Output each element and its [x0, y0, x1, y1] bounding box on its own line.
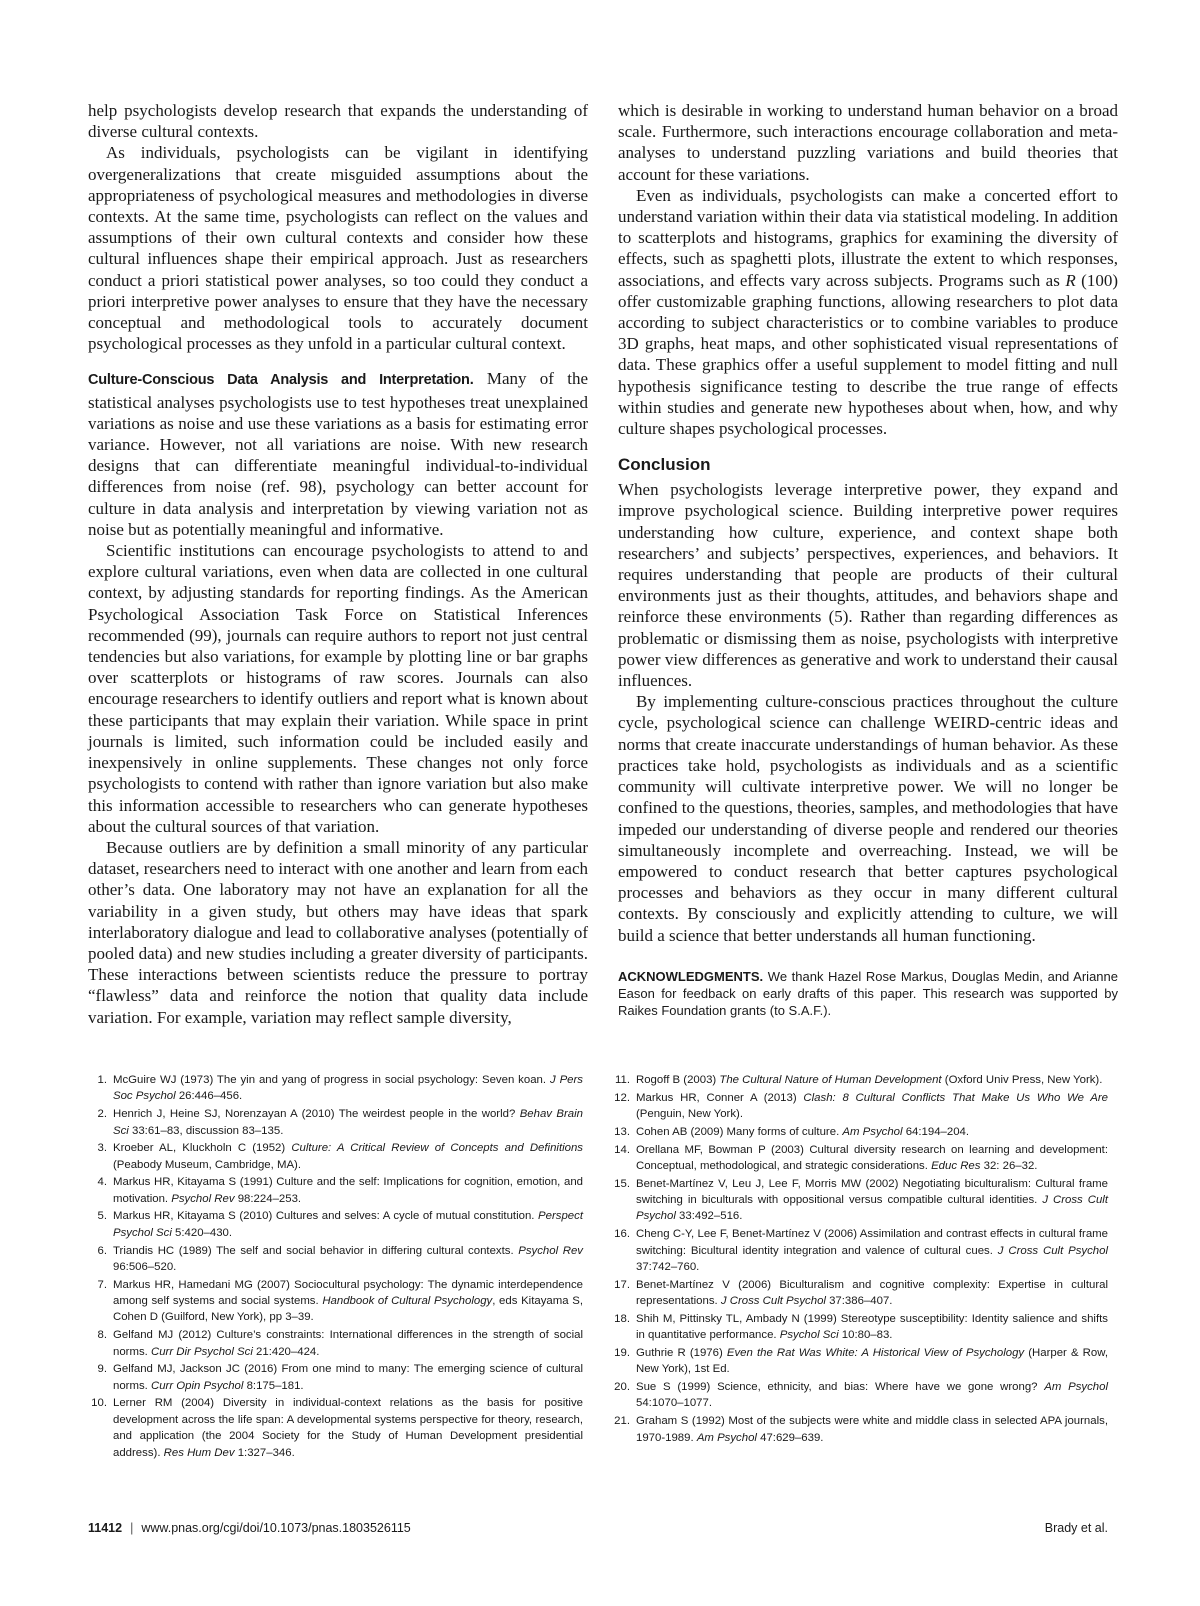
reference-source: Psychol Sci — [779, 1329, 839, 1342]
reference-source: Psychol Rev — [518, 1244, 583, 1257]
reference-source: J Cross Cult Psychol — [720, 1295, 826, 1308]
reference-text: McGuire WJ (1973) The yin and yang of progress in social psychology: Seven koan. — [113, 1074, 550, 1086]
page-footer — [88, 1521, 1108, 1535]
reference-source: Psychol Rev — [171, 1192, 235, 1205]
reference-item — [88, 1208, 583, 1241]
reference-number: 14. — [614, 1143, 630, 1156]
reference-number: 13. — [614, 1125, 630, 1138]
references-left — [88, 1072, 583, 1462]
reference-source: Curr Dir Psychol Sci — [150, 1345, 253, 1358]
reference-text: Cohen AB (2009) Many forms of culture. — [636, 1125, 843, 1138]
reference-source: Perspect Psychol Sci — [113, 1210, 583, 1239]
paragraph-text: Many of the statistical analyses psychologists use to test hypotheses treat unexplained variations as noise and use these variations as a basis for estimating error variance. However, not all variations are noise. With new research designs that can differentiate meaningful individual-to-individual differences from noise (ref. 98), psychology can better account for culture in data analysis and interpretation by viewing variation not as noise but as potentially meaningful and informative. — [88, 369, 589, 539]
reference-number: 7. — [97, 1278, 107, 1291]
reference-source: J Pers Soc Psychol — [113, 1074, 583, 1103]
reference-details: 33:61–83, discussion 83–135. — [128, 1124, 284, 1137]
paragraph: help psychologists develop research that expands the understanding of diverse cultural contexts. — [88, 101, 588, 142]
reference-item — [88, 1277, 583, 1326]
reference-text: Gelfand MJ (2012) Culture’s constraints: International differences in the strength of social norms. — [113, 1329, 583, 1358]
reference-number: 18. — [614, 1312, 630, 1325]
reference-source: Educ Res — [931, 1159, 981, 1172]
reference-details: 8:175–181. — [243, 1379, 304, 1392]
reference-number: 11. — [615, 1074, 630, 1086]
reference-details: , eds Kitayama S, Cohen D (Guilford, New York), pp 3–39. — [113, 1295, 583, 1324]
reference-details: 32: 26–32. — [980, 1159, 1038, 1172]
reference-details: 64:194–204. — [902, 1125, 970, 1138]
reference-number: 12. — [614, 1091, 630, 1104]
reference-details: 96:506–520. — [113, 1260, 177, 1273]
reference-item — [611, 1072, 1108, 1088]
reference-text: Henrich J, Heine SJ, Norenzayan A (2010) The weirdest people in the world? — [113, 1108, 520, 1121]
reference-number: 6. — [97, 1244, 107, 1257]
reference-details: (Peabody Museum, Cambridge, MA). — [113, 1158, 302, 1171]
reference-number: 9. — [97, 1363, 107, 1376]
reference-item — [611, 1142, 1108, 1175]
reference-text: Lerner RM (2004) Diversity in individual-context relations as the basis for positive development across the life span: A developmental systems perspective for theory, research, and application (the 2004 Society for the Study of Human Development presidential address). — [113, 1397, 583, 1459]
paragraph-data-analysis — [88, 368, 588, 540]
reference-number: 10. — [91, 1397, 107, 1410]
reference-number: 5. — [97, 1210, 107, 1223]
reference-source: The Cultural Nature of Human Development — [719, 1074, 942, 1086]
reference-details: 1:327–346. — [234, 1446, 295, 1459]
reference-text: Markus HR, Hamedani MG (2007) Sociocultural psychology: The dynamic interdependence among self systems and social systems. — [113, 1278, 583, 1308]
reference-number: 21. — [614, 1415, 630, 1428]
reference-item — [611, 1277, 1108, 1310]
paragraph: which is desirable in working to understand human behavior on a broad scale. Furthermore, such interactions encourage collaboration and meta-analyses to understand puzzling variations and build theories that account for these variations. — [618, 101, 1118, 184]
reference-text: Graham S (1992) Most of the subjects were white and middle class in selected APA journals, 1970-1989. — [636, 1415, 1108, 1444]
reference-item — [611, 1379, 1108, 1412]
reference-source: Handbook of Cultural Psychology — [322, 1295, 493, 1308]
section-heading-conclusion: Conclusion — [618, 455, 711, 475]
reference-number: 16. — [614, 1228, 630, 1241]
reference-details: 37:742–760. — [636, 1260, 700, 1273]
reference-details: 21:420–424. — [252, 1345, 320, 1358]
reference-source: Am Psychol — [1044, 1380, 1108, 1393]
reference-details: 37:386–407. — [825, 1295, 893, 1308]
reference-text: Markus HR, Kitayama S (2010) Cultures and selves: A cycle of mutual constitution. — [113, 1210, 539, 1223]
reference-details: (Oxford Univ Press, New York). — [941, 1074, 1103, 1086]
right-text-column — [618, 100, 1118, 1019]
paragraph: Scientific institutions can encourage psychologists to attend to and explore cultural variations, even when data are collected in one cultural context, by adjusting standards for reporting findings. As the American Psychological Association Task Force on Statistical Inferences recommended (99), journals can require authors to report not just central tendencies but also variations, for example by plotting line or bar graphs over scatterplots or histograms of raw scores. Journals can also encourage researchers to identify outliers and report what is known about these participants that may explain their variation. While space in print journals is limited, such information could be included easily and inexpensively in online supplements. These changes not only force psychologists to contend with rather than ignore variation but also make this information accessible to researchers who can generate hypotheses about the cultural sources of that variation. — [88, 541, 588, 836]
reference-number: 20. — [614, 1380, 630, 1393]
reference-item — [88, 1327, 583, 1360]
reference-source: Res Hum Dev — [163, 1446, 235, 1459]
reference-item — [611, 1311, 1108, 1344]
reference-source: J Cross Cult Psychol — [997, 1244, 1108, 1257]
reference-text: Markus HR, Conner A (2013) — [636, 1091, 804, 1104]
reference-number: 19. — [614, 1346, 630, 1359]
reference-text: Orellana MF, Bowman P (2003) Cultural diversity research on learning and development: Conceptual, methodological, and strategic considerations. — [636, 1143, 1108, 1172]
paragraph: By implementing culture-conscious practices throughout the culture cycle, psychological science can challenge WEIRD-centric ideas and norms that create inaccurate understandings of human behavior. As these practices take hold, psychologists as individuals and as a scientific community will cultivate interpretive power. We will no longer be confined to the questions, theories, samples, and methodologies that have impeded our understanding of diverse people and rendered our theories simultaneously incomplete and overreaching. Instead, we will be empowered to conduct research that better captures psychological processes and behaviors as they occur in many different cultural contexts. By consciously and explicitly attending to culture, we will build a science that better understands all human functioning. — [618, 692, 1118, 945]
reference-text: Guthrie R (1976) — [636, 1346, 727, 1359]
reference-item — [88, 1361, 583, 1394]
reference-number: 3. — [97, 1142, 107, 1155]
reference-details: 5:420–430. — [171, 1226, 233, 1239]
reference-details: (Harper & Row, New York), 1st Ed. — [636, 1346, 1108, 1376]
reference-text: Triandis HC (1989) The self and social behavior in differing cultural contexts. — [113, 1244, 519, 1257]
acknowledgments-text: We thank Hazel Rose Markus, Douglas Medin, and Arianne Eason for feedback on early drafts of this paper. This research was supported by Raikes Foundation grants (to S.A.F.). — [618, 968, 1118, 1019]
reference-details: (Penguin, New York). — [636, 1108, 744, 1121]
reference-text: Cheng C-Y, Lee F, Benet-Martínez V (2006) Assimilation and contrast effects in cultural frame switching: Bicultural identity integration and valence of cultural cues. — [636, 1228, 1108, 1257]
reference-text: Rogoff B (2003) — [636, 1074, 720, 1086]
reference-details: 47:629–639. — [756, 1431, 824, 1444]
reference-number: 2. — [97, 1108, 107, 1121]
reference-source: Even the Rat Was White: A Historical View of Psychology — [726, 1346, 1025, 1359]
reference-text: Kroeber AL, Kluckholn C (1952) — [113, 1142, 292, 1155]
reference-item — [88, 1106, 583, 1139]
reference-number: 1. — [97, 1074, 107, 1086]
reference-text: Sue S (1999) Science, ethnicity, and bias: Where have we gone wrong? — [636, 1380, 1045, 1393]
reference-details: 54:1070–1077. — [636, 1397, 713, 1410]
reference-text: Benet-Martínez V (2006) Biculturalism and cognitive complexity: Expertise in cultural representations. — [636, 1278, 1108, 1308]
reference-item — [88, 1072, 583, 1105]
reference-number: 4. — [97, 1176, 107, 1189]
references-right — [611, 1072, 1108, 1447]
software-name: R — [1065, 270, 1076, 290]
reference-source: Curr Opin Psychol — [150, 1379, 244, 1392]
paragraph-text: Even as individuals, psychologists can make a concerted effort to understand variation within their data via statistical modeling. In addition to scatterplots and histograms, graphics for examining the diversity of effects, such as spaghetti plots, illustrate the extent to which responses, associations, and effects vary across subjects. Programs such as — [618, 185, 1118, 290]
reference-item — [88, 1243, 583, 1276]
reference-item — [611, 1124, 1108, 1140]
reference-source: J Cross Cult Psychol — [636, 1194, 1108, 1223]
reference-details: 98:224–253. — [234, 1192, 302, 1205]
reference-item — [611, 1345, 1108, 1378]
left-text-column — [88, 100, 588, 1028]
doi-link[interactable]: www.pnas.org/cgi/doi/10.1073/pnas.1803526115 — [141, 1521, 411, 1535]
reference-item — [88, 1174, 583, 1207]
acknowledgments — [618, 968, 1118, 1020]
reference-source: Culture: A Critical Review of Concepts and Definitions — [291, 1142, 583, 1155]
reference-text: Shih M, Pittinsky TL, Ambady N (1999) Stereotype susceptibility: Identity salience and shifts in quantitative performance. — [636, 1312, 1108, 1342]
reference-number: 15. — [614, 1177, 630, 1190]
reference-details: 10:80–83. — [838, 1329, 893, 1342]
page-number: 11412 — [88, 1521, 123, 1535]
reference-source: Clash: 8 Cultural Conflicts That Make Us Who We Are — [803, 1091, 1108, 1104]
reference-item — [88, 1395, 583, 1461]
paragraph: When psychologists leverage interpretive power, they expand and improve psychological science. Building interpretive power requires understanding how culture, experience, and context shape both researchers’ and subjects’ perspectives, experiences, and behaviors. It requires understanding that people are products of their cultural environments just as their thoughts, attitudes, and behaviors shape and reinforce these environments (5). Rather than regarding differences as problematic or dismissing them as noise, psychologists with interpretive power view differences as generative and work to understand their causal influences. — [618, 480, 1118, 691]
paragraph-text: (100) offer customizable graphing functions, allowing researchers to plot data according to subject characteristics or to combine variables to produce 3D graphs, heat maps, and other sophisticated visual representations of data. These graphics offer a useful supplement to model fitting and null hypothesis significance testing to describe the true range of effects within studies and generate new hypotheses about when, how, and why culture shapes psychological processes. — [618, 270, 1118, 439]
reference-text: Gelfand MJ, Jackson JC (2016) From one mind to many: The emerging science of cultural norms. — [113, 1363, 583, 1392]
reference-number: 8. — [97, 1329, 107, 1342]
paragraph: Because outliers are by definition a small minority of any particular dataset, researchers need to interact with one another and learn from each other’s data. One laboratory may not have an explanation for all the variability in a given study, but others may have ideas that spark interlaboratory dialogue and lead to collaborative analyses (potentially of pooled data) and new studies including a greater diversity of participants. These interactions between scientists reduce the pressure to portray “flawless” data and reinforce the notion that quality data include variation. For example, variation may reflect sample diversity, — [88, 837, 588, 1027]
reference-text: Benet-Martínez V, Leu J, Lee F, Morris MW (2002) Negotiating biculturalism: Cultural frame switching in biculturals with oppositional versus compatible cultural identities. — [636, 1177, 1108, 1207]
reference-details: 26:446–456. — [175, 1090, 243, 1103]
reference-source: Am Psychol — [842, 1125, 903, 1138]
reference-item — [611, 1226, 1108, 1275]
footer-authors: Brady et al. — [1044, 1521, 1108, 1535]
reference-source: Behav Brain Sci — [113, 1108, 583, 1137]
runin-heading: Culture-Conscious Data Analysis and Interpretation. — [88, 372, 474, 389]
reference-item — [611, 1176, 1108, 1225]
footer-separator: | — [130, 1521, 134, 1535]
reference-number: 17. — [614, 1278, 630, 1291]
reference-item — [611, 1413, 1108, 1446]
acknowledgments-label: ACKNOWLEDGMENTS. — [618, 968, 764, 984]
reference-item — [88, 1140, 583, 1173]
reference-item — [611, 1090, 1108, 1123]
paragraph: As individuals, psychologists can be vigilant in identifying overgeneralizations that create misguided assumptions about the appropriateness of psychological measures and methodologies in diverse contexts. At the same time, psychologists can reflect on the values and assumptions of their own cultural contexts and consider how these cultural influences shape their empirical approach. Just as researchers conduct a priori statistical power analyses, so too could they conduct a priori interpretive power analyses to ensure that they have the necessary conceptual and methodological tools to accurately document psychological processes as they unfold in a particular cultural context. — [88, 143, 588, 354]
reference-details: 33:492–516. — [675, 1210, 743, 1223]
paragraph — [618, 185, 1118, 439]
reference-source: Am Psychol — [696, 1431, 757, 1444]
reference-text: Markus HR, Kitayama S (1991) Culture and the self: Implications for cognition, emotion, and motivation. — [113, 1176, 583, 1205]
